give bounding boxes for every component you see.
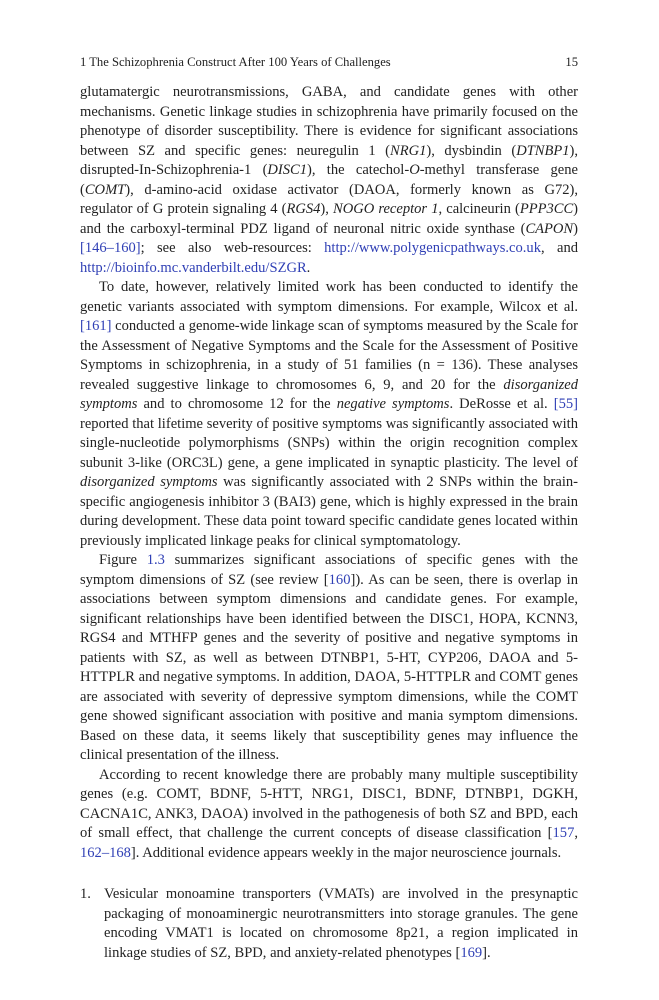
numbered-list <box>80 885 578 963</box>
citation-link[interactable]: [55] <box>553 396 578 412</box>
polygenicpathways-link[interactable]: http://www.polygenicpathways.co.uk <box>324 240 541 256</box>
emphasis-text: disorganized symptoms <box>80 474 218 490</box>
list-number: 1. <box>80 886 91 902</box>
gene-name: PPP3CC <box>519 201 574 217</box>
emphasis-text: negative symptoms <box>336 396 450 412</box>
citation-link[interactable]: 160 <box>328 571 351 588</box>
list-item <box>80 885 578 963</box>
list-item-text: Vesicular monoamine transporters (VMATs) are involved in the presynaptic packaging of monoaminergic neurotransmitters into storage granules. The gene encoding VMAT1 is located on chromosome 8p21, a region implicated in linkage studies of SZ, BPD, and anxiety-related phenotypes [169]. <box>104 886 578 961</box>
gene-name: RGS4 <box>286 201 321 217</box>
gene-name: CAPON <box>525 220 574 237</box>
citation-link[interactable]: 169 <box>460 944 483 961</box>
paragraph-1: glutamatergic neurotransmissions, GABA, and candidate genes with other mechanisms. Genetic linkage studies in schizophrenia have primarily focused on the phenotype of disorder susceptibility. There is evidence for significant associations between SZ and specific genes: neuregulin 1 (NRG1), dysbindin (DTNBP1), disrupted-In-Schizophrenia-1 (DISC1), the catechol-O-methyl transferase gene (COMT), d-amino-acid oxidase activator (DAOA, formerly known as G72), regulator of G protein signaling 4 (RGS4), NOGO receptor 1, calcineurin (PPP3CC) and the carboxyl-terminal PDZ ligand of neuronal nitric oxide synthase (CAPON) [146–160]; see also web-resources: http://www.polygenicpathways.co.uk, and http://bioinfo.mc.vanderbilt.edu/SZGR. <box>80 84 579 276</box>
gene-name: DISC1 <box>267 162 308 178</box>
paragraph-3: Figure 1.3 summarizes significant associations of specific genes with the symptom dimensions of SZ (see review [160]). As can be seen, there is overlap in associations between symptom dimensions and candidate genes. For example, significant relationships have been identified between the DISC1, HOPA, KCNN3, RGS4 and MTHFP genes and the severity of positive and negative symptoms in patients with SZ, as well as between DTNBP1, 5-HT, CYP206, DAOA and 5-HTTPLR and negative symptoms. In addition, DAOA, 5-HTTPLR and COMT genes are associated with severity of depressive symptom dimensions, while the COMT gene showed significant association with positive and mania symptom dimensions. Based on these data, it seems likely that susceptibility genes may influence the clinical presentation of the illness. <box>80 552 578 763</box>
paragraph-4: According to recent knowledge there are probably many multiple susceptibility genes (e.g. COMT, BDNF, 5-HTT, NRG1, DISC1, BDNF, DTNBP1, DGKH, CACNA1C, ANK3, DAOA) involved in the pathogenesis of both SZ and BPD, each of small effect, that challenge the current concepts of disease classification [157, 162–168]. Additional evidence appears weekly in the major neuroscience journals. <box>80 766 578 861</box>
gene-name: COMT <box>84 181 126 198</box>
paragraph-2: To date, however, relatively limited work has been conducted to identify the genetic variants associated with symptom dimensions. For example, Wilcox et al. [161] conducted a genome-wide linkage scan of symptoms measured by the Scale for the Assessment of Negative Symptoms and the Scale for the Assessment of Positive Symptoms in schizophrenia, in a study of 51 families (n = 136). These analyses revealed suggestive linkage to chromosomes 6, 9, and 20 for the disorganized symptoms and to chromosome 12 for the negative symptoms. DeRosse et al. [55] reported that lifetime severity of positive symptoms was significantly associated with single-nucleotide polymorphisms (SNPs) within the origin recognition complex subunit 3-like (ORC3L) gene, a gene implicated in synaptic plasticity. The level of disorganized symptoms was significantly associated with 2 SNPs within the brain-specific angiogenesis inhibitor 3 (BAI3) gene, which is highly expressed in the brain during development. These data point toward specific candidate genes located within previously implicated linkage peaks for clinical symptomatology. <box>80 279 578 549</box>
chapter-title: 1 The Schizophrenia Construct After 100 Years of Challenges <box>80 55 391 69</box>
citation-link[interactable]: 157 <box>552 825 575 841</box>
emphasis-text: disorganized symptoms <box>80 376 578 412</box>
figure-link[interactable]: 1.3 <box>146 552 165 568</box>
gene-name: O <box>409 162 420 178</box>
citation-link[interactable]: 162–168 <box>80 844 131 861</box>
page-number: 15 <box>565 55 578 69</box>
gene-name: NOGO receptor 1 <box>333 201 439 217</box>
citation-link[interactable]: [161] <box>80 318 112 334</box>
gene-name: DTNBP1 <box>516 142 570 159</box>
body-text <box>80 83 578 963</box>
running-header <box>80 53 578 71</box>
citation-link[interactable]: [146–160] <box>80 240 141 256</box>
szgr-link[interactable]: http://bioinfo.mc.vanderbilt.edu/SZGR <box>80 259 307 276</box>
gene-name: NRG1 <box>390 142 427 159</box>
